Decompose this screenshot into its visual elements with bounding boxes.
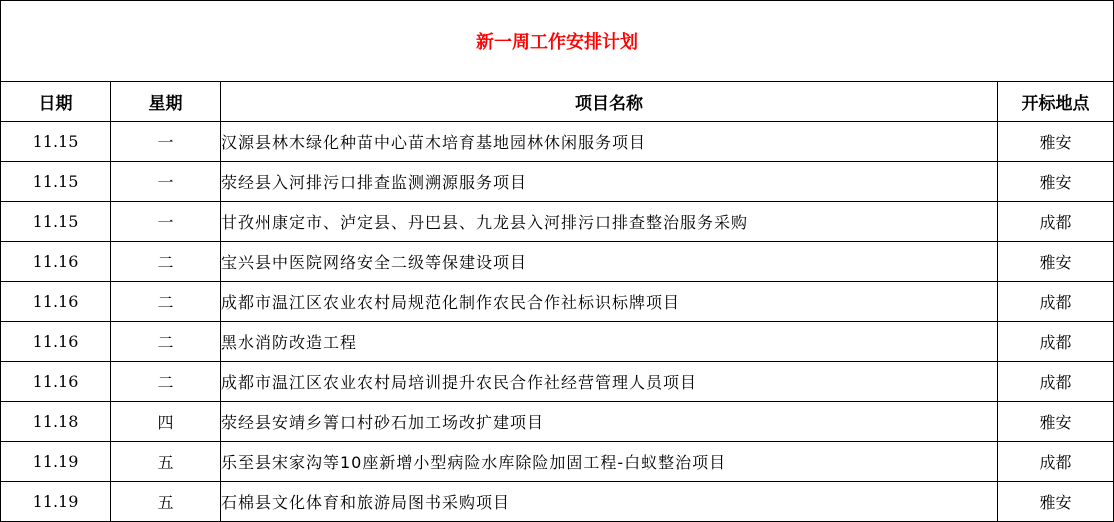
cell-date: 11.16 (1, 362, 111, 402)
cell-weekday: 一 (111, 122, 221, 162)
cell-location: 成都 (998, 442, 1114, 482)
cell-project: 荥经县安靖乡箐口村砂石加工场改扩建项目 (221, 402, 998, 442)
cell-location: 成都 (998, 362, 1114, 402)
table-row (1, 322, 1114, 362)
cell-location: 成都 (998, 202, 1114, 242)
cell-location: 雅安 (998, 162, 1114, 202)
cell-location: 雅安 (998, 122, 1114, 162)
cell-date: 11.15 (1, 122, 111, 162)
cell-weekday: 五 (111, 482, 221, 522)
cell-weekday: 四 (111, 402, 221, 442)
cell-date: 11.16 (1, 322, 111, 362)
header-location: 开标地点 (998, 82, 1114, 122)
cell-weekday: 一 (111, 202, 221, 242)
cell-project: 甘孜州康定市、泸定县、丹巴县、九龙县入河排污口排查整治服务采购 (221, 202, 998, 242)
table-row (1, 402, 1114, 442)
cell-project: 乐至县宋家沟等10座新增小型病险水库除险加固工程-白蚁整治项目 (221, 442, 998, 482)
table-row (1, 202, 1114, 242)
cell-project: 荥经县入河排污口排查监测溯源服务项目 (221, 162, 998, 202)
table-row (1, 242, 1114, 282)
header-date: 日期 (1, 82, 111, 122)
cell-location: 雅安 (998, 242, 1114, 282)
cell-weekday: 二 (111, 362, 221, 402)
cell-weekday: 一 (111, 162, 221, 202)
table-row (1, 162, 1114, 202)
cell-date: 11.16 (1, 282, 111, 322)
cell-weekday: 二 (111, 322, 221, 362)
cell-weekday: 二 (111, 282, 221, 322)
cell-location: 雅安 (998, 482, 1114, 522)
table-row (1, 362, 1114, 402)
header-row (1, 82, 1114, 122)
header-project: 项目名称 (221, 82, 998, 122)
cell-date: 11.19 (1, 442, 111, 482)
table-row (1, 282, 1114, 322)
cell-date: 11.15 (1, 202, 111, 242)
cell-location: 成都 (998, 282, 1114, 322)
cell-location: 成都 (998, 322, 1114, 362)
cell-weekday: 五 (111, 442, 221, 482)
cell-project: 成都市温江区农业农村局规范化制作农民合作社标识标牌项目 (221, 282, 998, 322)
cell-project: 宝兴县中医院网络安全二级等保建设项目 (221, 242, 998, 282)
cell-date: 11.19 (1, 482, 111, 522)
table-row (1, 482, 1114, 522)
cell-project: 成都市温江区农业农村局培训提升农民合作社经营管理人员项目 (221, 362, 998, 402)
cell-project: 黑水消防改造工程 (221, 322, 998, 362)
cell-date: 11.16 (1, 242, 111, 282)
cell-date: 11.15 (1, 162, 111, 202)
cell-project: 石棉县文化体育和旅游局图书采购项目 (221, 482, 998, 522)
header-weekday: 星期 (111, 82, 221, 122)
table-title: 新一周工作安排计划 (1, 1, 1114, 82)
cell-date: 11.18 (1, 402, 111, 442)
title-row (1, 1, 1114, 82)
table-row (1, 122, 1114, 162)
table-row (1, 442, 1114, 482)
cell-location: 雅安 (998, 402, 1114, 442)
cell-weekday: 二 (111, 242, 221, 282)
cell-project: 汉源县林木绿化种苗中心苗木培育基地园林休闲服务项目 (221, 122, 998, 162)
